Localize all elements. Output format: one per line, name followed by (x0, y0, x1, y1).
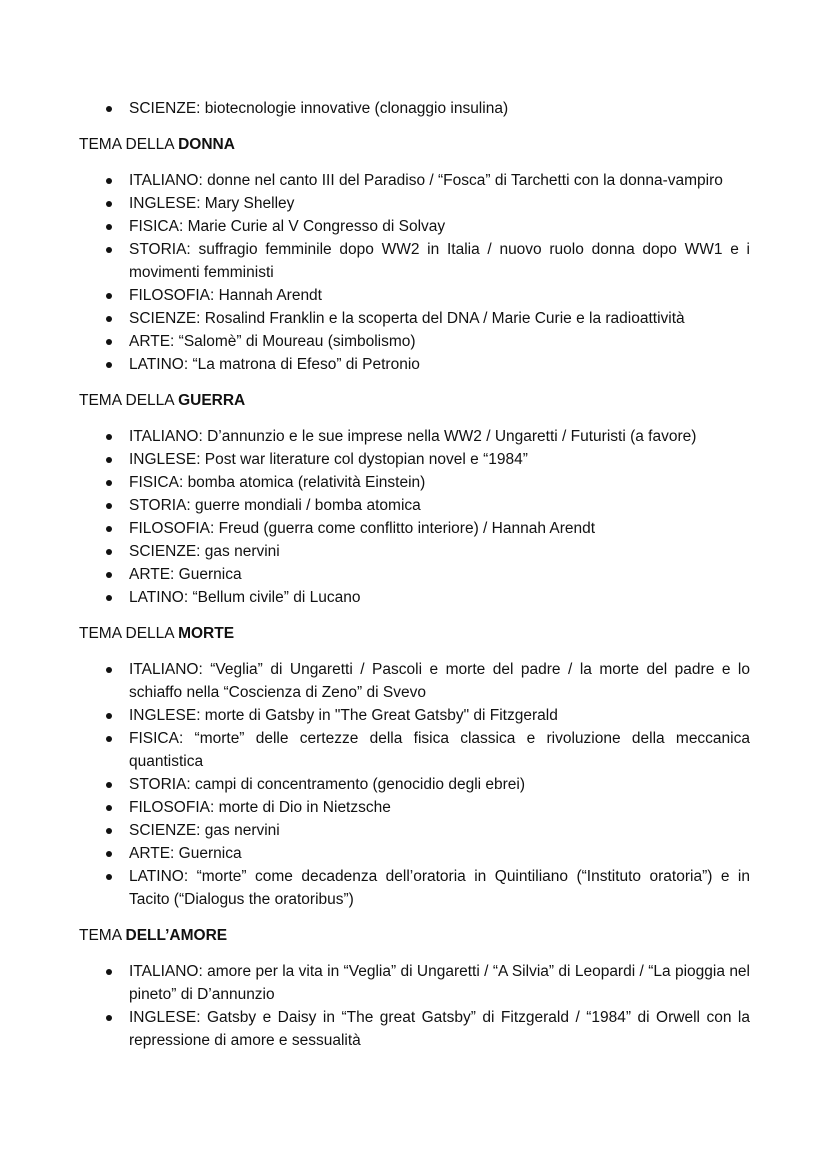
list-item: FISICA: Marie Curie al V Congresso di Solvay (79, 215, 750, 238)
heading-prefix: TEMA DELLA (79, 392, 179, 409)
section-list-donna (79, 169, 750, 376)
heading-topic: MORTE (178, 625, 235, 642)
heading-topic: DELL’AMORE (125, 927, 228, 944)
section-heading-morte (79, 622, 750, 645)
list-item: LATINO: “morte” come decadenza dell’oratoria in Quintiliano (“Instituto oratoria”) e in Tacito (“Dialogus the oratoribus”) (79, 865, 750, 911)
intro-list (79, 97, 750, 120)
section-heading-donna (79, 133, 750, 156)
document-content (79, 97, 750, 1052)
list-item: STORIA: suffragio femminile dopo WW2 in Italia / nuovo ruolo donna dopo WW1 e i movimenti femministi (79, 238, 750, 284)
list-item: INGLESE: Post war literature col dystopian novel e “1984” (79, 448, 750, 471)
list-item: SCIENZE: Rosalind Franklin e la scoperta del DNA / Marie Curie e la radioattività (79, 307, 750, 330)
list-item: ARTE: “Salomè” di Moureau (simbolismo) (79, 330, 750, 353)
list-item: ARTE: Guernica (79, 842, 750, 865)
section-list-morte (79, 658, 750, 911)
list-item: ARTE: Guernica (79, 563, 750, 586)
section-heading-guerra (79, 389, 750, 412)
heading-topic: DONNA (178, 136, 235, 153)
list-item: FILOSOFIA: morte di Dio in Nietzsche (79, 796, 750, 819)
heading-prefix: TEMA DELLA (79, 136, 179, 153)
list-item: SCIENZE: biotecnologie innovative (clonaggio insulina) (79, 97, 750, 120)
list-item: ITALIANO: D’annunzio e le sue imprese nella WW2 / Ungaretti / Futuristi (a favore) (79, 425, 750, 448)
list-item: LATINO: “La matrona di Efeso” di Petronio (79, 353, 750, 376)
list-item: ITALIANO: amore per la vita in “Veglia” di Ungaretti / “A Silvia” di Leopardi / “La pioggia nel pineto” di D’annunzio (79, 960, 750, 1006)
section-list-guerra (79, 425, 750, 609)
list-item: INGLESE: Mary Shelley (79, 192, 750, 215)
list-item: SCIENZE: gas nervini (79, 540, 750, 563)
list-item: STORIA: guerre mondiali / bomba atomica (79, 494, 750, 517)
list-item: FILOSOFIA: Freud (guerra come conflitto interiore) / Hannah Arendt (79, 517, 750, 540)
list-item: STORIA: campi di concentramento (genocidio degli ebrei) (79, 773, 750, 796)
list-item: FILOSOFIA: Hannah Arendt (79, 284, 750, 307)
list-item: INGLESE: morte di Gatsby in "The Great Gatsby" di Fitzgerald (79, 704, 750, 727)
list-item: INGLESE: Gatsby e Daisy in “The great Gatsby” di Fitzgerald / “1984” di Orwell con la repressione di amore e sessualità (79, 1006, 750, 1052)
list-item: ITALIANO: “Veglia” di Ungaretti / Pascoli e morte del padre / la morte del padre e lo schiaffo nella “Coscienza di Zeno” di Svevo (79, 658, 750, 704)
list-item: FISICA: bomba atomica (relatività Einstein) (79, 471, 750, 494)
list-item: FISICA: “morte” delle certezze della fisica classica e rivoluzione della meccanica quantistica (79, 727, 750, 773)
list-item: LATINO: “Bellum civile” di Lucano (79, 586, 750, 609)
heading-topic: GUERRA (178, 392, 246, 409)
list-item: SCIENZE: gas nervini (79, 819, 750, 842)
section-heading-amore (79, 924, 750, 947)
section-list-amore (79, 960, 750, 1052)
list-item: ITALIANO: donne nel canto III del Paradiso / “Fosca” di Tarchetti con la donna-vampiro (79, 169, 750, 192)
heading-prefix: TEMA (79, 927, 126, 944)
heading-prefix: TEMA DELLA (79, 625, 179, 642)
